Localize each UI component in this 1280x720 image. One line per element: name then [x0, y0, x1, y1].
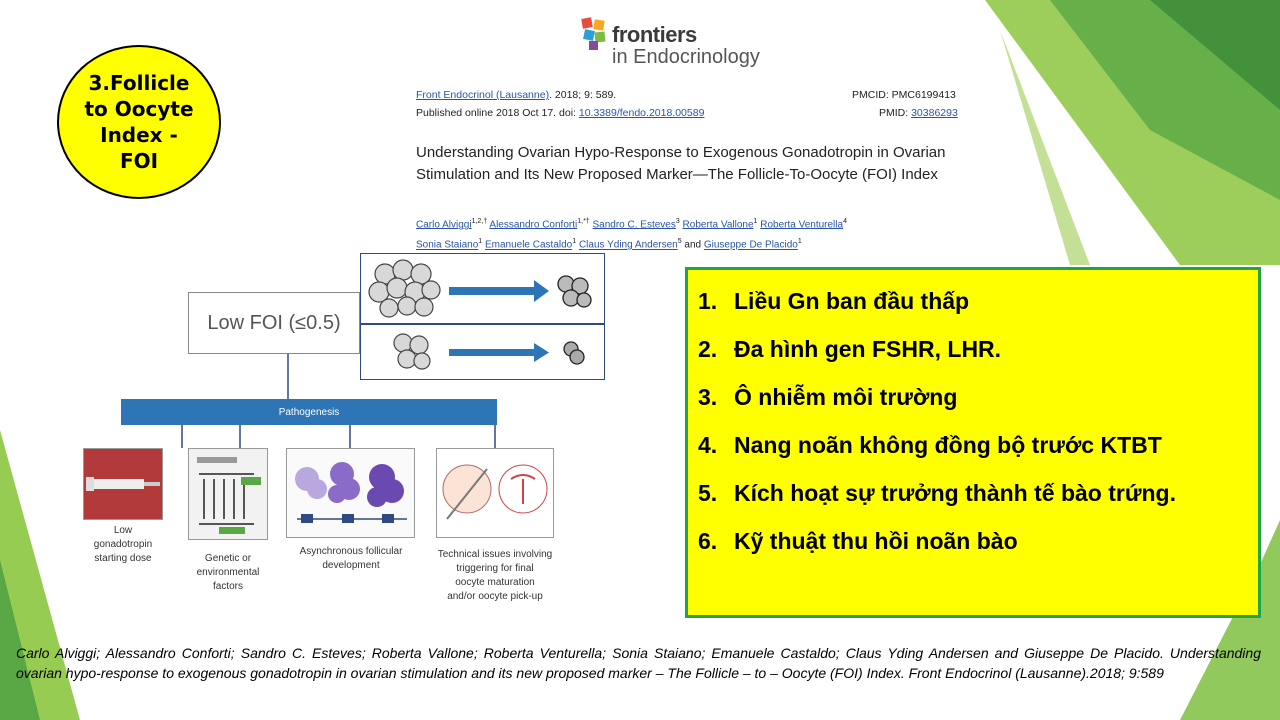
author-link[interactable]: Roberta Vallone: [682, 219, 754, 231]
logo-wordmark: frontiers: [612, 22, 697, 47]
list-number: 6.: [698, 528, 718, 554]
author-link[interactable]: Roberta Venturella: [760, 219, 844, 231]
panel-syringe-image: [83, 448, 163, 520]
receptor-gene-icon: [189, 449, 267, 539]
list-text: Kích hoạt sự trưởng thành tế bào trứng.: [734, 480, 1176, 506]
paper-title: Understanding Ovarian Hypo-Response to Exogenous Gonadotropin in Ovarian Stimulation and Its New Proposed Marker—The Follicle-To-Oocyte (FOI) Index: [416, 144, 946, 183]
author-affiliation: 1,2,†: [471, 218, 488, 225]
cause-list-box: [685, 267, 1261, 618]
author-affiliation: 1,*†: [577, 218, 590, 225]
ovary-pickup-icon: [437, 449, 553, 537]
author-link[interactable]: Sonia Staiano: [416, 239, 479, 251]
list-text: Nang noãn không đồng bộ trước KTBT: [734, 432, 1162, 458]
list-item: [698, 480, 1176, 507]
follicle-oocyte-box-bottom: [360, 324, 605, 380]
panel-caption-1: Low gonadotropin starting dose: [93, 525, 153, 564]
list-item: [698, 384, 957, 411]
author-affiliation: 5: [677, 238, 682, 246]
low-foi-label: Low FOI (≤0.5): [188, 292, 360, 354]
panel-caption-2: Genetic or environmental factors: [196, 553, 260, 592]
pathogenesis-bar: Pathogenesis: [121, 399, 497, 425]
list-number: 5.: [698, 480, 718, 506]
list-item: [698, 336, 1001, 363]
list-text: Ô nhiễm môi trường: [734, 384, 958, 410]
author-affiliation: 1: [797, 238, 802, 246]
pmid-label: PMID:: [879, 107, 912, 119]
list-number: 2.: [698, 336, 718, 362]
author-link[interactable]: Sandro C. Esteves: [592, 219, 676, 231]
logo-subtitle: in Endocrinology: [612, 46, 760, 68]
list-number: 1.: [698, 288, 718, 314]
doi-link[interactable]: 10.3389/fendo.2018.00589: [578, 107, 705, 119]
author-affiliation: 4: [843, 218, 847, 225]
panel-caption-3: Asynchronous follicular development: [299, 546, 403, 571]
syringe-icon: [84, 449, 162, 519]
list-text: Kỹ thuật thu hồi noãn bào: [734, 528, 1018, 554]
citation-journal: [416, 89, 616, 101]
authors-and: and: [681, 239, 704, 251]
list-item: [698, 432, 1162, 459]
list-number: 3.: [698, 384, 718, 410]
published-label: Published online 2018 Oct 17. doi:: [416, 107, 579, 119]
author-list: [416, 213, 956, 254]
author-affiliation: 1: [478, 238, 483, 246]
author-link[interactable]: Giuseppe De Placido: [703, 239, 798, 251]
pmid: [879, 107, 958, 119]
pmid-link[interactable]: 30386293: [911, 107, 958, 119]
follicle-oocyte-box-top: [360, 253, 605, 324]
author-link[interactable]: Carlo Alviggi: [416, 219, 472, 231]
author-link[interactable]: Emanuele Castaldo: [484, 239, 573, 251]
author-link[interactable]: Claus Yding Andersen: [578, 239, 678, 251]
author-affiliation: 3: [675, 218, 680, 225]
list-item: [698, 288, 969, 315]
badge-text: 3.Follicle to Oocyte Index - FOI: [84, 71, 194, 173]
panel-follicles-image: [286, 448, 415, 538]
list-text: Đa hình gen FSHR, LHR.: [734, 336, 1002, 362]
panel-pickup-image: [436, 448, 554, 538]
list-item: [698, 528, 1018, 555]
few-follicles-illustration: [361, 325, 603, 378]
journal-link[interactable]: Front Endocrinol (Lausanne): [416, 89, 550, 101]
author-affiliation: 1: [753, 218, 758, 225]
footer-reference: Carlo Alviggi; Alessandro Conforti; Sandro C. Esteves; Roberta Vallone; Roberta Venturella; Sonia Staiano; Emanuele Castaldo; Claus Yding Andersen and Giuseppe De Placido. Understanding ovarian hypo-response to exogenous gonadotropin in ovarian stimulation and its new proposed marker – The Follicle – to – Oocyte (FOI) Index. Front Endocrinol (Lausanne).2018; 9:589: [16, 645, 1261, 681]
citation-published: [416, 107, 704, 119]
author-link[interactable]: Alessandro Conforti: [489, 219, 578, 231]
asynchronous-follicles-icon: [287, 449, 414, 537]
author-affiliation: 1: [572, 238, 577, 246]
panel-gene-image: [188, 448, 268, 540]
journal-year: . 2018; 9: 589.: [549, 89, 617, 101]
frontiers-logo-icon: [580, 16, 608, 52]
section-badge: [57, 45, 221, 199]
panel-caption-4: Technical issues involving triggering for final oocyte maturation and/or oocyte pick-up: [437, 549, 553, 602]
pmcid: PMCID: PMC6199413: [852, 89, 956, 101]
list-number: 4.: [698, 432, 718, 458]
list-text: Liều Gn ban đầu thấp: [734, 288, 970, 314]
follicles-to-oocytes-illustration: [361, 254, 603, 322]
